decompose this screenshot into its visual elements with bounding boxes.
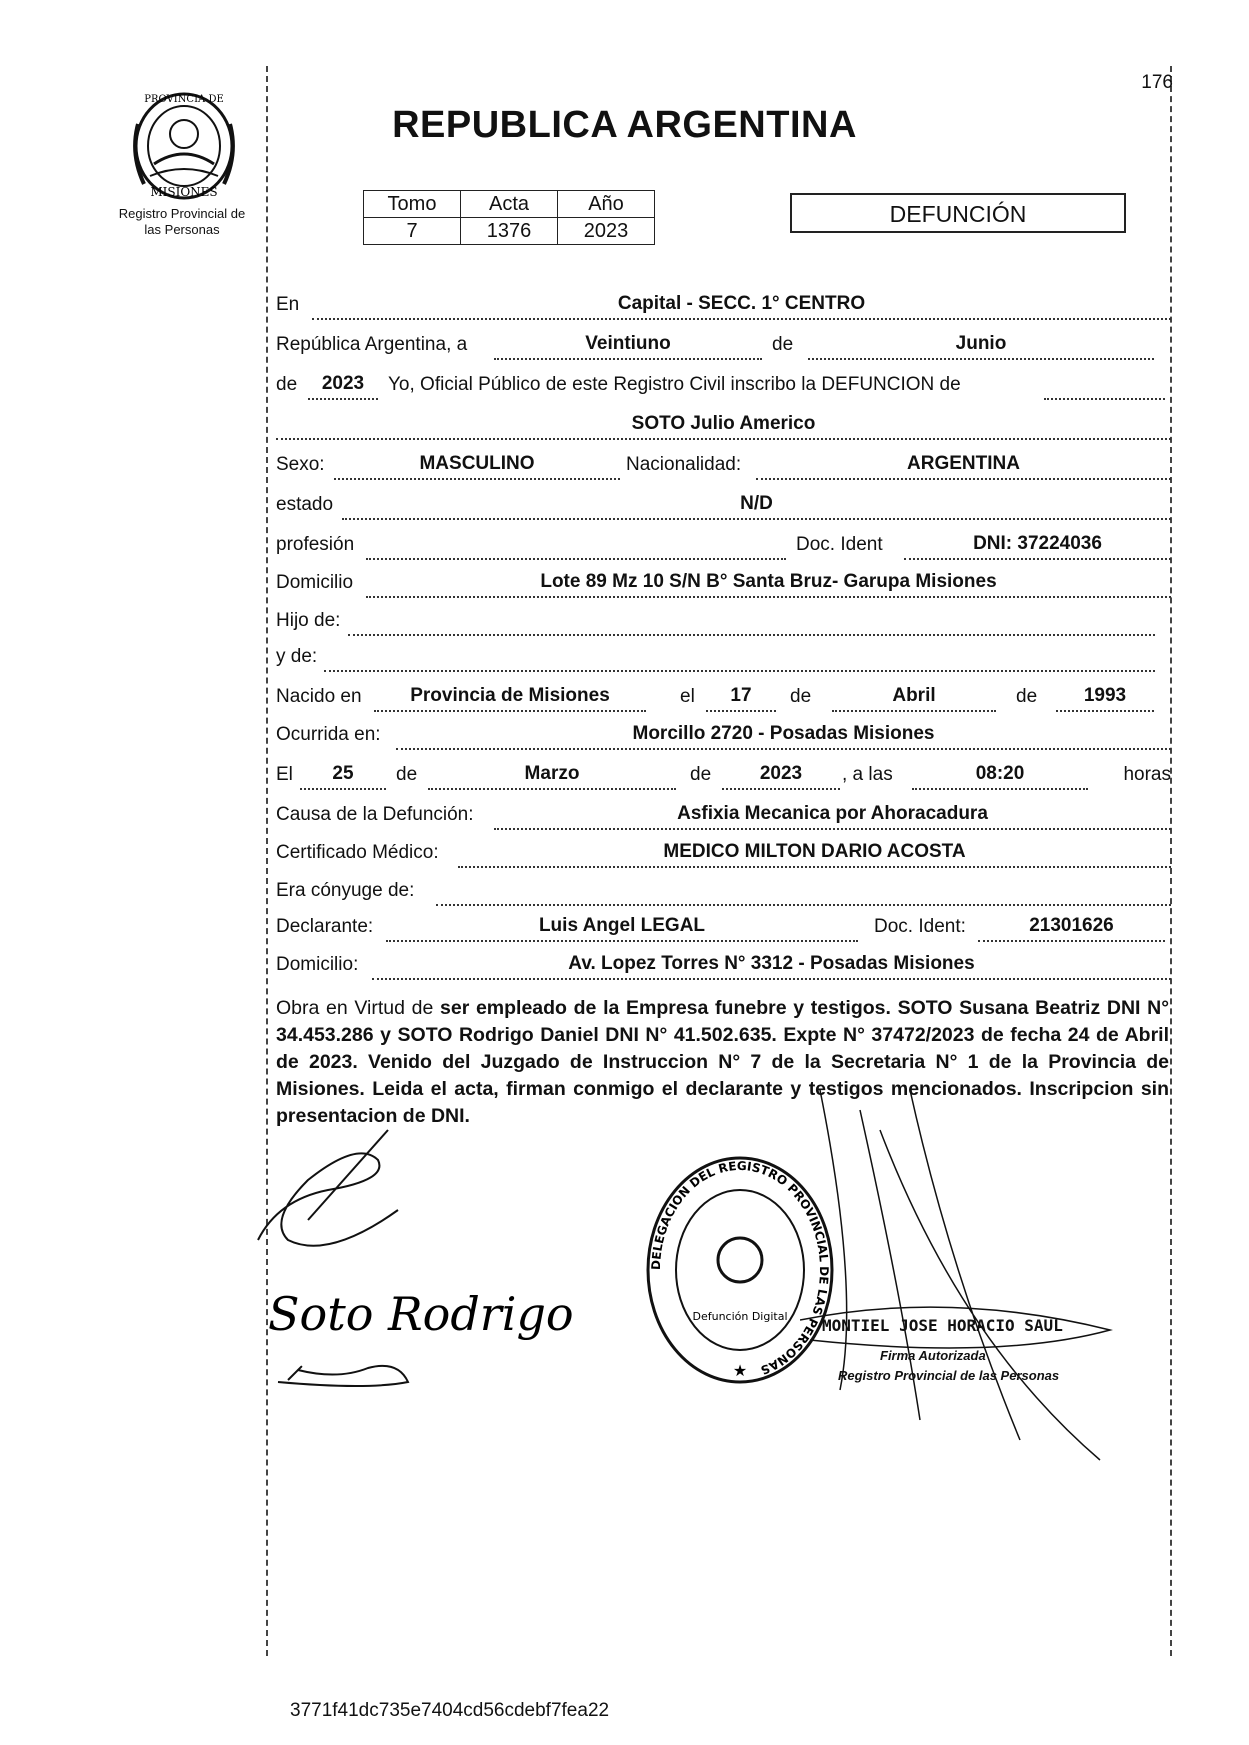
stamp-inner-text: Defunción Digital — [692, 1310, 788, 1323]
ocurrida-label: Ocurrida en: — [276, 724, 381, 745]
day-word: Veintiuno — [585, 333, 671, 354]
declarante-value: Luis Angel LEGAL — [538, 915, 706, 936]
obra-prefix: Obra en Virtud de — [276, 997, 434, 1019]
doc-ident-label: Doc. Ident — [796, 534, 883, 555]
row-estado — [276, 484, 1171, 520]
row-fecha-defuncion — [276, 754, 1171, 790]
de-label-1: de — [772, 334, 794, 355]
official-signature-strokes — [800, 1090, 1130, 1470]
death-day: 25 — [332, 763, 354, 784]
tomo-acta-anio-table — [363, 190, 655, 245]
causa-value: Asfixia Mecanica por Ahoracadura — [677, 803, 988, 824]
estado-value: N/D — [740, 493, 773, 514]
logo-text-bottom: MISIONES — [150, 185, 218, 199]
table-value-acta: 1376 — [461, 218, 558, 245]
horas-label: horas — [1123, 764, 1171, 785]
table-value-anio: 2023 — [558, 218, 655, 245]
estado-label: estado — [276, 494, 334, 515]
registry-line1: Registro Provincial de — [118, 206, 246, 221]
page-number: 176 — [1141, 72, 1173, 93]
row-conyuge — [276, 870, 1171, 906]
row-sexo — [276, 444, 1171, 480]
registry-line2: las Personas — [144, 222, 220, 237]
left-margin-line — [266, 66, 268, 1656]
birth-year: 1993 — [1083, 685, 1127, 706]
logo-text-top: PROVINCIA DE — [144, 94, 224, 105]
certificado-label: Certificado Médico: — [276, 842, 439, 863]
row-certificado — [276, 832, 1171, 868]
official-role: Firma Autorizada — [880, 1348, 986, 1363]
domicilio-label: Domicilio — [276, 572, 354, 593]
row-domicilio-declarante — [276, 944, 1171, 980]
table-header-acta: Acta — [461, 191, 558, 218]
witness-signatures — [248, 1120, 578, 1400]
declarante-label: Declarante: — [276, 916, 374, 937]
document-title: REPUBLICA ARGENTINA — [392, 104, 857, 146]
row-domicilio — [276, 562, 1171, 598]
nacido-value: Provincia de Misiones — [410, 685, 610, 706]
hijo-label: Hijo de: — [276, 610, 341, 631]
domicilio2-value: Av. Lopez Torres N° 3312 - Posadas Misiones — [568, 953, 975, 974]
death-month: Marzo — [524, 763, 580, 784]
witness-handwritten-name: Soto Rodrigo — [268, 1287, 574, 1341]
de-label-5: de — [396, 764, 418, 785]
doc-ident2-value: 21301626 — [1029, 915, 1114, 936]
birth-month: Abril — [892, 685, 936, 706]
a-las-label: , a las — [842, 764, 893, 785]
domicilio-value: Lote 89 Mz 10 S/N B° Santa Bruz- Garupa Misiones — [540, 571, 997, 592]
profesion-label: profesión — [276, 534, 355, 555]
yde-label: y de: — [276, 646, 318, 667]
document-type-box: DEFUNCIÓN — [790, 193, 1126, 233]
row-hijo — [276, 600, 1171, 636]
registry-caption — [96, 206, 268, 238]
el-label: el — [680, 686, 695, 707]
row-ocurrida — [276, 714, 1171, 750]
certificado-value: MEDICO MILTON DARIO ACOSTA — [663, 841, 966, 862]
row-yde — [276, 636, 1171, 672]
de-label-2: de — [276, 374, 298, 395]
table-value-tomo: 7 — [364, 218, 461, 245]
de-label-3: de — [790, 686, 812, 707]
row-causa — [276, 794, 1171, 830]
deceased-name: SOTO Julio Americo — [631, 413, 816, 434]
row-year — [276, 364, 1171, 400]
death-time: 08:20 — [975, 763, 1025, 784]
stamp-ring-text: DELEGACION DEL REGISTRO PROVINCIAL DE LAS PERSONAS — [648, 1158, 832, 1378]
row-en — [276, 284, 1171, 320]
table-header-tomo: Tomo — [364, 191, 461, 218]
domicilio2-label: Domicilio: — [276, 954, 359, 975]
causa-label: Causa de la Defunción: — [276, 804, 474, 825]
sexo-value: MASCULINO — [419, 453, 535, 474]
nacido-label: Nacido en — [276, 686, 362, 707]
row-declarante — [276, 906, 1171, 942]
el-cap-label: El — [276, 764, 293, 785]
ocurrida-value: Morcillo 2720 - Posadas Misiones — [632, 723, 935, 744]
inscribo-text: Yo, Oficial Público de este Registro Civil inscribo la DEFUNCION de — [388, 374, 961, 395]
row-name — [276, 404, 1171, 440]
conyuge-label: Era cónyuge de: — [276, 880, 415, 901]
month-word: Junio — [955, 333, 1007, 354]
footer-hash: 3771f41dc735e7404cd56cdebf7fea22 — [290, 1700, 610, 1721]
row-republica — [276, 324, 1171, 360]
birth-day: 17 — [730, 685, 752, 706]
de-label-4: de — [1016, 686, 1038, 707]
year-value: 2023 — [321, 373, 365, 394]
doc-ident-value: DNI: 37224036 — [973, 533, 1102, 554]
svg-text:★: ★ — [732, 1361, 748, 1380]
obra-text: ser empleado de la Empresa funebre y testigos. SOTO Susana Beatriz DNI N° 34.453.286 y SOTO Rodrigo Daniel DNI N° 41.502.635. Expte N° 37472/2023 de fecha 24 de Abril de 2023. Venido del Juzgado de Instruccion N° 7 de la Secretaria N° 1 de la Provincia de Misiones. Leida el acta, firman conmigo el declarante y testigos mencionados. Inscripcion sin presentacion de DNI. — [276, 997, 1169, 1127]
republica-label: República Argentina, a — [276, 334, 468, 355]
table-header-anio: Año — [558, 191, 655, 218]
doc-ident2-label: Doc. Ident: — [874, 916, 966, 937]
row-profesion — [276, 524, 1171, 560]
official-name: MONTIEL JOSE HORACIO SAUL — [822, 1316, 1063, 1335]
nacionalidad-value: ARGENTINA — [907, 453, 1020, 474]
de-label-6: de — [690, 764, 712, 785]
en-label: En — [276, 294, 300, 315]
sexo-label: Sexo: — [276, 454, 325, 475]
official-org: Registro Provincial de las Personas — [838, 1368, 1060, 1383]
en-value: Capital - SECC. 1° CENTRO — [617, 293, 866, 314]
nacionalidad-label: Nacionalidad: — [626, 454, 742, 475]
death-year: 2023 — [759, 763, 803, 784]
row-nacido — [276, 676, 1171, 712]
